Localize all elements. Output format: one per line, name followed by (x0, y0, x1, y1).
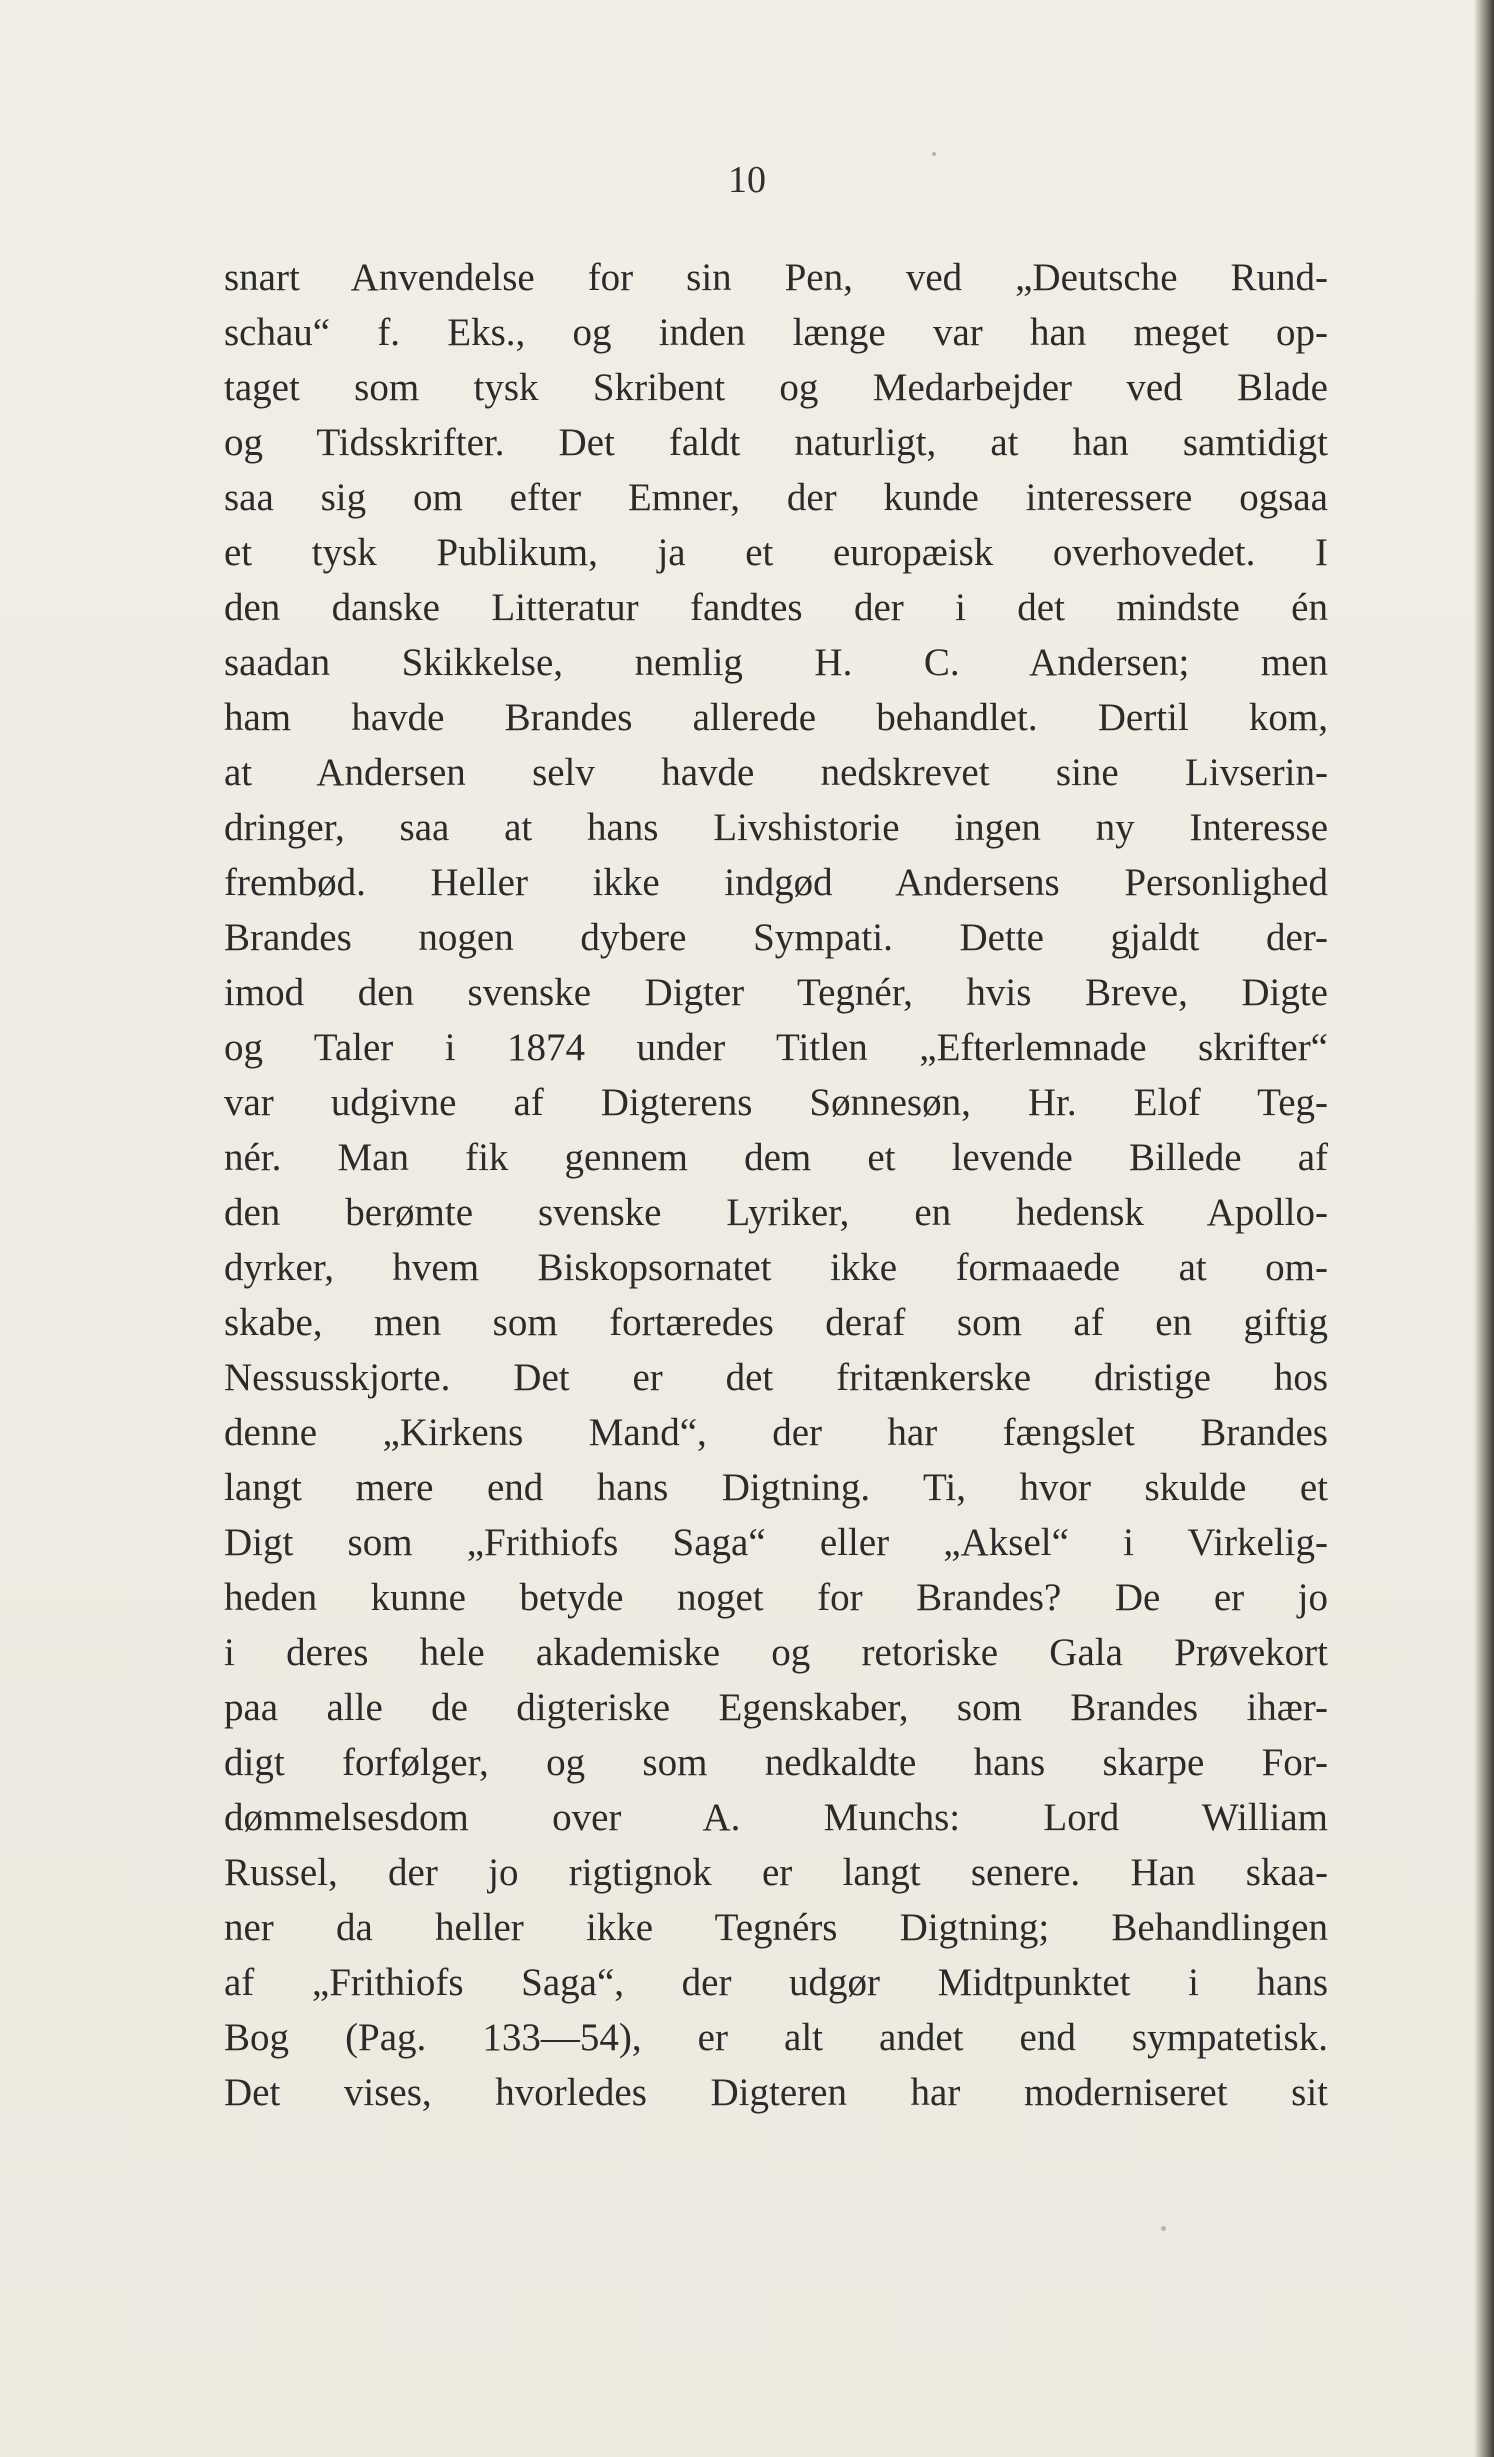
text-line: taget som tysk Skribent og Medarbejder ved Blade (224, 366, 1328, 409)
text-line: og Taler i 1874 under Titlen „Efterlemnade skrifter“ (224, 1026, 1328, 1069)
text-line: et tysk Publikum, ja et europæisk overhovedet. I (224, 531, 1328, 574)
text-line: den berømte svenske Lyriker, en hedensk Apollo- (224, 1191, 1328, 1234)
text-line: imod den svenske Digter Tegnér, hvis Breve, Digte (224, 971, 1328, 1014)
text-line: saadan Skikkelse, nemlig H. C. Andersen; men (224, 641, 1328, 684)
text-line: dringer, saa at hans Livshistorie ingen ny Interesse (224, 806, 1328, 849)
text-line: frembød. Heller ikke indgød Andersens Personlighed (224, 861, 1328, 904)
text-line: langt mere end hans Digtning. Ti, hvor skulde et (224, 1466, 1328, 1509)
text-line: Russel, der jo rigtignok er langt senere. Han skaa- (224, 1851, 1328, 1894)
text-line: at Andersen selv havde nedskrevet sine Livserin- (224, 751, 1328, 794)
text-line: paa alle de digteriske Egenskaber, som Brandes ihær- (224, 1686, 1328, 1729)
text-line: snart Anvendelse for sin Pen, ved „Deutsche Rund- (224, 256, 1328, 299)
text-line: schau“ f. Eks., og inden længe var han meget op- (224, 311, 1328, 354)
text-line: nér. Man fik gennem dem et levende Billede af (224, 1136, 1328, 1179)
text-line: Digt som „Frithiofs Saga“ eller „Aksel“ i Virkelig- (224, 1521, 1328, 1564)
text-line: skabe, men som fortæredes deraf som af en giftig (224, 1301, 1328, 1344)
paper-speck (932, 152, 936, 156)
text-line: dyrker, hvem Biskopsornatet ikke formaaede at om- (224, 1246, 1328, 1289)
text-line: ner da heller ikke Tegnérs Digtning; Behandlingen (224, 1906, 1328, 1949)
text-line: var udgivne af Digterens Sønnesøn, Hr. Elof Teg- (224, 1081, 1328, 1124)
text-line: i deres hele akademiske og retoriske Gala Prøvekort (224, 1631, 1328, 1674)
body-text (224, 250, 1328, 2120)
text-line: og Tidsskrifter. Det faldt naturligt, at han samtidigt (224, 421, 1328, 464)
page-number: 10 (728, 159, 766, 201)
text-line: digt forfølger, og som nedkaldte hans skarpe For- (224, 1741, 1328, 1784)
text-line: dømmelsesdom over A. Munchs: Lord William (224, 1796, 1328, 1839)
text-line: heden kunne betyde noget for Brandes? De er jo (224, 1576, 1328, 1619)
text-line: Nessusskjorte. Det er det fritænkerske dristige hos (224, 1356, 1328, 1399)
text-line: Brandes nogen dybere Sympati. Dette gjaldt der- (224, 916, 1328, 959)
paper-speck (1161, 2226, 1166, 2231)
text-line: Bog (Pag. 133—54), er alt andet end sympatetisk. (224, 2016, 1328, 2059)
text-line: saa sig om efter Emner, der kunde interessere ogsaa (224, 476, 1328, 519)
text-line: ham havde Brandes allerede behandlet. Dertil kom, (224, 696, 1328, 739)
text-line: af „Frithiofs Saga“, der udgør Midtpunktet i hans (224, 1961, 1328, 2004)
page-edge-shadow (1474, 0, 1494, 2457)
text-line: Det vises, hvorledes Digteren har moderniseret sit (224, 2071, 1328, 2114)
text-line: denne „Kirkens Mand“, der har fængslet Brandes (224, 1411, 1328, 1454)
text-line: den danske Litteratur fandtes der i det mindste én (224, 586, 1328, 629)
